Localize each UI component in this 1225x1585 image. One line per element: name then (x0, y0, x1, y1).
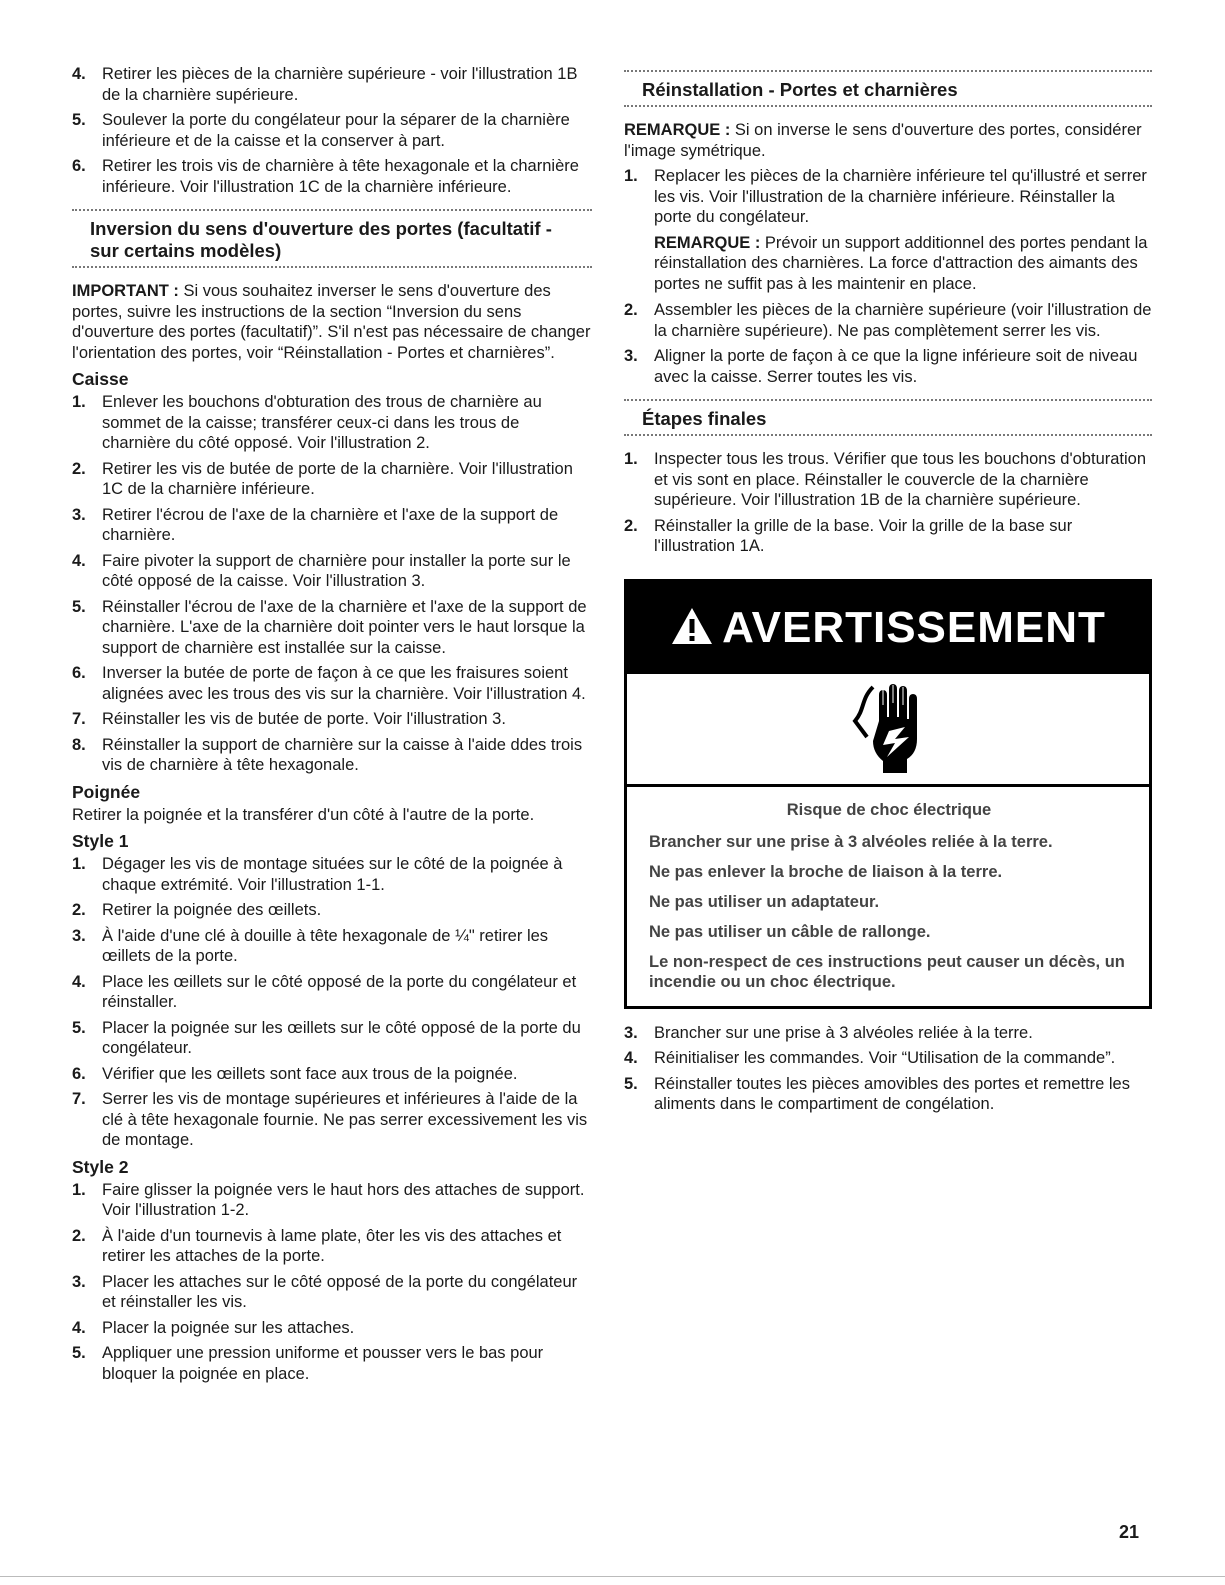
list-item (72, 709, 592, 730)
item-text: Retirer les vis de butée de porte de la charnière. Voir l'illustration 1C de la charnière inférieure. (102, 459, 573, 498)
list-item (624, 300, 1152, 341)
style1-list (72, 854, 592, 1151)
list-item (624, 449, 1152, 511)
item-number: 3. (72, 1272, 86, 1291)
list-item (72, 1318, 592, 1339)
warning-box (624, 579, 1152, 1009)
item-text: Retirer les trois vis de charnière à tête hexagonale et la charnière inférieure. Voir l'illustration 1C de la charnière inférieure. (102, 157, 579, 196)
important-paragraph (72, 281, 592, 363)
item-number: 4. (72, 1318, 86, 1337)
warning-header-text: AVERTISSEMENT (722, 602, 1106, 652)
list-item (72, 392, 592, 454)
section-title: Inversion du sens d'ouverture des portes (facultatif - sur certains modèles) (90, 218, 552, 261)
page-bottom-rule (0, 1576, 1225, 1585)
list-item (72, 1272, 592, 1313)
item-number: 6. (72, 664, 86, 682)
item-text: Inspecter tous les trous. Vérifier que tous les bouchons d'obturation et vis sont en place. Réinstaller le couvercle de la charnière supérieure. Voir l'illustration 1B de la charnière supérieure. (654, 450, 1147, 509)
item-text: Réinstaller la support de charnière sur la caisse à l'aide ddes trois vis de charnière à tête hexagonale. (102, 735, 583, 774)
list-item (72, 1226, 592, 1267)
item-text: Placer la poignée sur les œillets sur le côté opposé de la porte du congélateur. (102, 1018, 581, 1057)
caisse-heading: Caisse (72, 369, 129, 389)
list-item (72, 459, 592, 500)
warning-line: Ne pas enlever la broche de liaison à la terre. (649, 862, 1003, 881)
item-number: 3. (624, 347, 638, 365)
item-number: 6. (72, 157, 86, 175)
item-number: 3. (72, 505, 86, 524)
section-divider (624, 105, 1152, 110)
list-item (72, 597, 592, 659)
list-item (72, 1018, 592, 1059)
item-text: Faire glisser la poignée vers le haut hors des attaches de support. Voir l'illustration 1-2. (102, 1180, 585, 1219)
remarque2-label: REMARQUE : (654, 233, 761, 252)
remarque2-text: Prévoir un support additionnel des portes pendant la réinstallation des charnières. La force d'attraction des aimants des portes ne suffit pas à les maintenir en place. (654, 233, 1148, 293)
item-text: Assembler les pièces de la charnière supérieure (voir l'illustration de la charnière supérieure). Ne pas complètement serrer les vis. (654, 301, 1152, 340)
list-item (72, 854, 592, 895)
warning-triangle-icon (670, 606, 714, 646)
list-item (624, 166, 1152, 228)
section-inversion (72, 209, 592, 271)
item-text: Brancher sur une prise à 3 alvéoles reliée à la terre. (654, 1023, 1033, 1042)
item-number: 1. (624, 167, 638, 185)
item-text: Place les œillets sur le côté opposé de la porte du congélateur et réinstaller. (102, 972, 577, 1011)
remarque-text: Si on inverse le sens d'ouverture des portes, considérer l'image symétrique. (624, 121, 1142, 160)
list-item (72, 1180, 592, 1221)
item-number: 5. (72, 1344, 86, 1362)
warning-line: Brancher sur une prise à 3 alvéoles reliée à la terre. (649, 832, 1053, 851)
list-item (72, 64, 592, 105)
item-number: 1. (72, 855, 86, 873)
item-text: Soulever la porte du congélateur pour la séparer de la charnière inférieure et de la caisse et la conserver à part. (102, 111, 570, 150)
list-item (72, 551, 592, 592)
item-text: Aligner la porte de façon à ce que la ligne inférieure soit de niveau avec la caisse. Serrer toutes les vis. (654, 347, 1138, 386)
list-item (624, 1074, 1152, 1115)
section-etapes (624, 399, 1152, 439)
item-number: 1. (624, 450, 638, 468)
list-item (72, 663, 592, 704)
item-number: 8. (72, 735, 86, 754)
item-text: Dégager les vis de montage situées sur le côté de la poignée à chaque extrémité. Voir l'illustration 1-1. (102, 855, 563, 894)
section-divider (72, 266, 592, 271)
list-item (624, 516, 1152, 557)
warning-line: Ne pas utiliser un câble de rallonge. (649, 922, 931, 941)
item-text: À l'aide d'un tournevis à lame plate, ôter les vis des attaches et retirer les attaches de la porte. (102, 1226, 562, 1265)
list-item (72, 972, 592, 1013)
item-number: 2. (72, 901, 86, 919)
warning-line: Le non-respect de ces instructions peut causer un décès, un incendie ou un choc électrique. (649, 952, 1125, 991)
item-text: Appliquer une pression uniforme et pousser vers le bas pour bloquer la poignée en place. (102, 1344, 544, 1383)
poignee-heading: Poignée (72, 781, 141, 802)
important-text: Si vous souhaitez inverser le sens d'ouverture des portes, suivre les instructions de la section “Inversion du sens d'ouverture des portes (facultatif)”. S'il n'est pas nécessaire de changer l'orientation des portes, voir “Réinstallation - Portes et charnières”. (72, 282, 591, 362)
item-number: 6. (72, 1064, 86, 1083)
item-number: 5. (72, 111, 86, 129)
list-item (624, 1048, 1152, 1069)
item-text: Inverser la butée de porte de façon à ce que les fraisures soient alignées avec les trous des vis sur la charnière. Voir l'illustration 4. (102, 664, 586, 703)
item-text: Vérifier que les œillets sont face aux trous de la poignée. (102, 1064, 518, 1083)
section-divider (624, 434, 1152, 439)
item-text: À l'aide d'une clé à douille à tête hexagonale de ¼" retirer les œillets de la porte. (102, 926, 549, 965)
left-column (72, 64, 592, 1389)
electric-shock-hand-icon (843, 681, 933, 777)
item-number: 2. (72, 1226, 86, 1245)
etapes-list (624, 449, 1152, 557)
list-item (72, 1343, 592, 1384)
item-text: Placer la poignée sur les attaches. (102, 1318, 355, 1337)
list-item (624, 1023, 1152, 1044)
section-title: Étapes finales (642, 408, 767, 429)
style2-heading: Style 2 (72, 1156, 129, 1177)
item-text: Faire pivoter la support de charnière pour installer la porte sur le côté opposé de la caisse. Voir l'illustration 3. (102, 551, 571, 590)
item-text: Réinstaller la grille de la base. Voir la grille de la base sur l'illustration 1A. (654, 516, 1073, 555)
poignee-text: Retirer la poignée et la transférer d'un côté à l'autre de la porte. (72, 805, 535, 824)
warning-icon-area (627, 674, 1149, 787)
item-number: 3. (624, 1023, 638, 1042)
item-text: Réinstaller les vis de butée de porte. Voir l'illustration 3. (102, 710, 506, 728)
top-list (72, 64, 592, 197)
right-column (624, 64, 1152, 1120)
list-item (72, 735, 592, 776)
item-text: Placer les attaches sur le côté opposé de la porte du congélateur et réinstaller les vis. (102, 1272, 578, 1311)
item-text: Réinitialiser les commandes. Voir “Utilisation de la commande”. (654, 1049, 1116, 1067)
warning-body (627, 787, 1149, 1006)
item-number: 2. (72, 459, 86, 478)
item-number: 4. (624, 1049, 638, 1067)
item-number: 4. (72, 972, 86, 991)
list-item (72, 156, 592, 197)
item-text: Serrer les vis de montage supérieures et inférieures à l'aide de la clé à tête hexagonale fournie. Ne pas serrer excessivement les vis de montage. (102, 1090, 588, 1149)
item-text: Replacer les pièces de la charnière inférieure tel qu'illustré et serrer les vis. Voir l'illustration de la charnière inférieure. Réinstaller la porte du congélateur. (654, 167, 1147, 226)
warning-title: Risque de choc électrique (786, 800, 992, 819)
item-text: Retirer l'écrou de l'axe de la charnière et l'axe de la support de charnière. (102, 505, 559, 544)
warning-header (627, 582, 1149, 674)
item-number: 7. (72, 1090, 86, 1108)
caisse-list (72, 392, 592, 776)
item-number: 1. (72, 393, 86, 411)
warning-line: Ne pas utiliser un adaptateur. (649, 892, 880, 911)
item-number: 5. (72, 1018, 86, 1037)
list-item (624, 346, 1152, 387)
reinstall-list (624, 300, 1152, 387)
item-number: 4. (72, 65, 86, 83)
item-number: 2. (624, 301, 638, 319)
item-text: Réinstaller toutes les pièces amovibles des portes et remettre les aliments dans le compartiment de congélation. (654, 1074, 1130, 1113)
style1-heading: Style 1 (72, 831, 129, 851)
page-number: 21 (1118, 1522, 1139, 1542)
item-text: Réinstaller l'écrou de l'axe de la charnière et l'axe de la support de charnière. L'axe de la charnière doit pointer vers le haut lorsque la support de charnière est installée sur la caisse. (102, 597, 587, 657)
item-number: 1. (72, 1180, 86, 1199)
section-reinstallation (624, 70, 1152, 110)
item-text: Enlever les bouchons d'obturation des trous de charnière au sommet de la caisse; transférer ceux-ci dans les trous de charnière du côté opposé. Voir l'illustration 2. (102, 393, 542, 452)
item-number: 4. (72, 551, 86, 570)
item-number: 5. (624, 1074, 638, 1093)
list-item (72, 900, 592, 921)
item-text: Retirer la poignée des œillets. (102, 901, 322, 919)
item-text: Retirer les pièces de la charnière supérieure - voir l'illustration 1B de la charnière supérieure. (102, 65, 578, 104)
item-number: 3. (72, 926, 86, 945)
item-number: 2. (624, 516, 638, 535)
list-item (72, 1089, 592, 1151)
list-item (72, 505, 592, 546)
remarque2-paragraph (654, 233, 1152, 295)
list-item (72, 1064, 592, 1085)
style2-list (72, 1180, 592, 1385)
item-number: 5. (72, 597, 86, 616)
item-number: 7. (72, 710, 86, 728)
section-title: Réinstallation - Portes et charnières (642, 79, 958, 100)
list-item (72, 110, 592, 151)
remarque-paragraph (624, 120, 1152, 161)
important-label: IMPORTANT : (72, 282, 179, 300)
remarque-label: REMARQUE : (624, 121, 731, 139)
final-list (624, 1023, 1152, 1115)
list-item (72, 926, 592, 967)
